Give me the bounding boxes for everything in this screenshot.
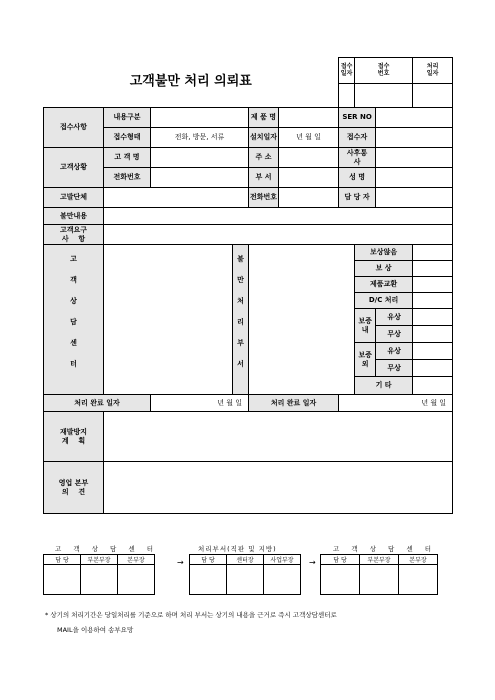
prevention-field[interactable] [104, 412, 453, 462]
sig-group1-title: 고 객 상 담 센 터 [55, 545, 159, 553]
other-label: 기 타 [355, 377, 413, 395]
warranty-out-free: 무상 [376, 360, 413, 377]
warranty-out-paid: 유상 [376, 343, 413, 360]
dept-done-date-label: 처리 완료 일자 [249, 395, 339, 412]
option-no-comp-check[interactable] [413, 245, 453, 261]
complaint-form [43, 57, 453, 514]
warranty-out-label: 보증외 [355, 343, 376, 377]
option-exchange: 제품교환 [355, 277, 413, 293]
footnote [45, 608, 455, 638]
sig-g1-role-1: 담 당 [44, 555, 81, 565]
ser-no-field[interactable] [376, 108, 453, 128]
option-dc: D/C 처리 [355, 293, 413, 309]
dept-label: 부 서 [249, 168, 279, 188]
stamp-label-2: 접수 번호 [377, 62, 390, 77]
option-exchange-check[interactable] [413, 277, 453, 293]
sig-group3 [320, 554, 438, 595]
sig-g3-box-1[interactable] [321, 565, 360, 595]
reception-section: 접수사항 [44, 108, 104, 148]
sig-g1-box-3[interactable] [118, 565, 155, 595]
sig-group1 [43, 554, 155, 595]
other-check[interactable] [413, 377, 453, 395]
stamp-cell-3[interactable] [413, 84, 453, 108]
stamp-label-1: 접수 일자 [340, 62, 353, 77]
dept-field[interactable] [279, 168, 339, 188]
customer-phone-field[interactable] [151, 168, 249, 188]
sales-field[interactable] [104, 462, 453, 514]
sig-g2-box-2[interactable] [227, 565, 264, 595]
person-label: 성 명 [339, 168, 376, 188]
warranty-in-paid-check[interactable] [413, 309, 453, 326]
warranty-in-paid: 유상 [376, 309, 413, 326]
stamp-label-3: 처리 일자 [426, 62, 439, 77]
complaint-label: 불만내용 [44, 208, 104, 225]
warranty-out-paid-check[interactable] [413, 343, 453, 360]
person-field[interactable] [376, 168, 453, 188]
request-label: 고객요구 사 항 [44, 225, 104, 245]
warranty-in-free-check[interactable] [413, 326, 453, 343]
install-date-value: 년 월 일 [279, 128, 339, 148]
content-type-label: 내용구분 [104, 108, 151, 128]
option-comp-check[interactable] [413, 261, 453, 277]
sig-group3-title: 고 객 상 담 센 터 [333, 545, 437, 553]
sig-g2-role-3: 사업부장 [264, 555, 301, 565]
footnote-line-2: MAIL을 이용하여 송부요망 [57, 626, 134, 634]
sig-g3-box-3[interactable] [399, 565, 438, 595]
sig-g3-role-2: 부본부장 [360, 555, 399, 565]
sig-group2 [189, 554, 301, 595]
sig-arrow-2: → [309, 558, 316, 567]
address-field[interactable] [279, 148, 339, 168]
customer-section: 고객상황 [44, 148, 104, 188]
complainer-field[interactable] [104, 188, 249, 208]
install-date-label: 설치일자 [249, 128, 279, 148]
stamp-cell-2[interactable] [355, 84, 413, 108]
receiver-field[interactable] [376, 128, 453, 148]
ser-no-label: SER NO [339, 108, 376, 128]
complainer-phone-label: 전화번호 [249, 188, 279, 208]
sales-label: 영업 본부 의 견 [44, 462, 104, 514]
complainer-phone-field[interactable] [279, 188, 339, 208]
warranty-out-free-check[interactable] [413, 360, 453, 377]
method-value: 전화, 방문, 서류 [151, 128, 249, 148]
center-field[interactable] [104, 245, 233, 395]
footnote-line-1: * 상기의 처리기간은 당일처리를 기준으로 하며 처리 부서는 상기의 내용을 근거로 즉시 고객상담센터로 [45, 611, 337, 619]
product-name-field[interactable] [279, 108, 339, 128]
warranty-in-free: 무상 [376, 326, 413, 343]
customer-name-label: 고 객 명 [104, 148, 151, 168]
sig-g3-role-1: 담 당 [321, 555, 360, 565]
sig-g2-box-1[interactable] [190, 565, 227, 595]
sig-g2-box-3[interactable] [264, 565, 301, 595]
sig-arrow-1: → [177, 558, 184, 567]
sig-group2-title: 처리부서(직판 및 지방) [198, 545, 277, 553]
center-done-date-value: 년 월 일 [151, 395, 249, 412]
aftersvc-label: 사후통 사 [339, 148, 376, 168]
method-label: 접수형태 [104, 128, 151, 148]
sig-g1-box-2[interactable] [81, 565, 118, 595]
option-comp: 보 상 [355, 261, 413, 277]
dept-process-field[interactable] [249, 245, 355, 395]
sig-g3-role-3: 본부장 [399, 555, 438, 565]
sig-g2-role-1: 담 당 [190, 555, 227, 565]
aftersvc-field[interactable] [376, 148, 453, 168]
sig-g1-role-3: 본부장 [118, 555, 155, 565]
request-field[interactable] [104, 225, 453, 245]
product-name-label: 제 품 명 [249, 108, 279, 128]
complainer-section: 고발단체 [44, 188, 104, 208]
customer-phone-label: 전화번호 [104, 168, 151, 188]
sig-g3-box-2[interactable] [360, 565, 399, 595]
center-label: 고객상담센터 [69, 255, 78, 382]
sig-g1-role-2: 부본부장 [81, 555, 118, 565]
form-title: 고객불만 처리 의뢰표 [129, 73, 252, 89]
receiver-label: 접수자 [339, 128, 376, 148]
option-no-comp: 보상않음 [355, 245, 413, 261]
customer-name-field[interactable] [151, 148, 249, 168]
sig-g1-box-1[interactable] [44, 565, 81, 595]
manager-field[interactable] [376, 188, 453, 208]
dept-done-date-value: 년 월 일 [339, 395, 453, 412]
dept-process-label: 불만처리부서 [236, 255, 245, 382]
center-done-date-label: 처리 완료 일자 [44, 395, 151, 412]
stamp-cell-1[interactable] [339, 84, 355, 108]
prevention-label: 재발방지 계 획 [44, 412, 104, 462]
warranty-in-label: 보증내 [355, 309, 376, 343]
complaint-field[interactable] [104, 208, 453, 225]
sig-g2-role-2: 센터장 [227, 555, 264, 565]
content-type-field[interactable] [151, 108, 249, 128]
option-dc-check[interactable] [413, 293, 453, 309]
address-label: 주 소 [249, 148, 279, 168]
manager-label: 담 당 자 [339, 188, 376, 208]
